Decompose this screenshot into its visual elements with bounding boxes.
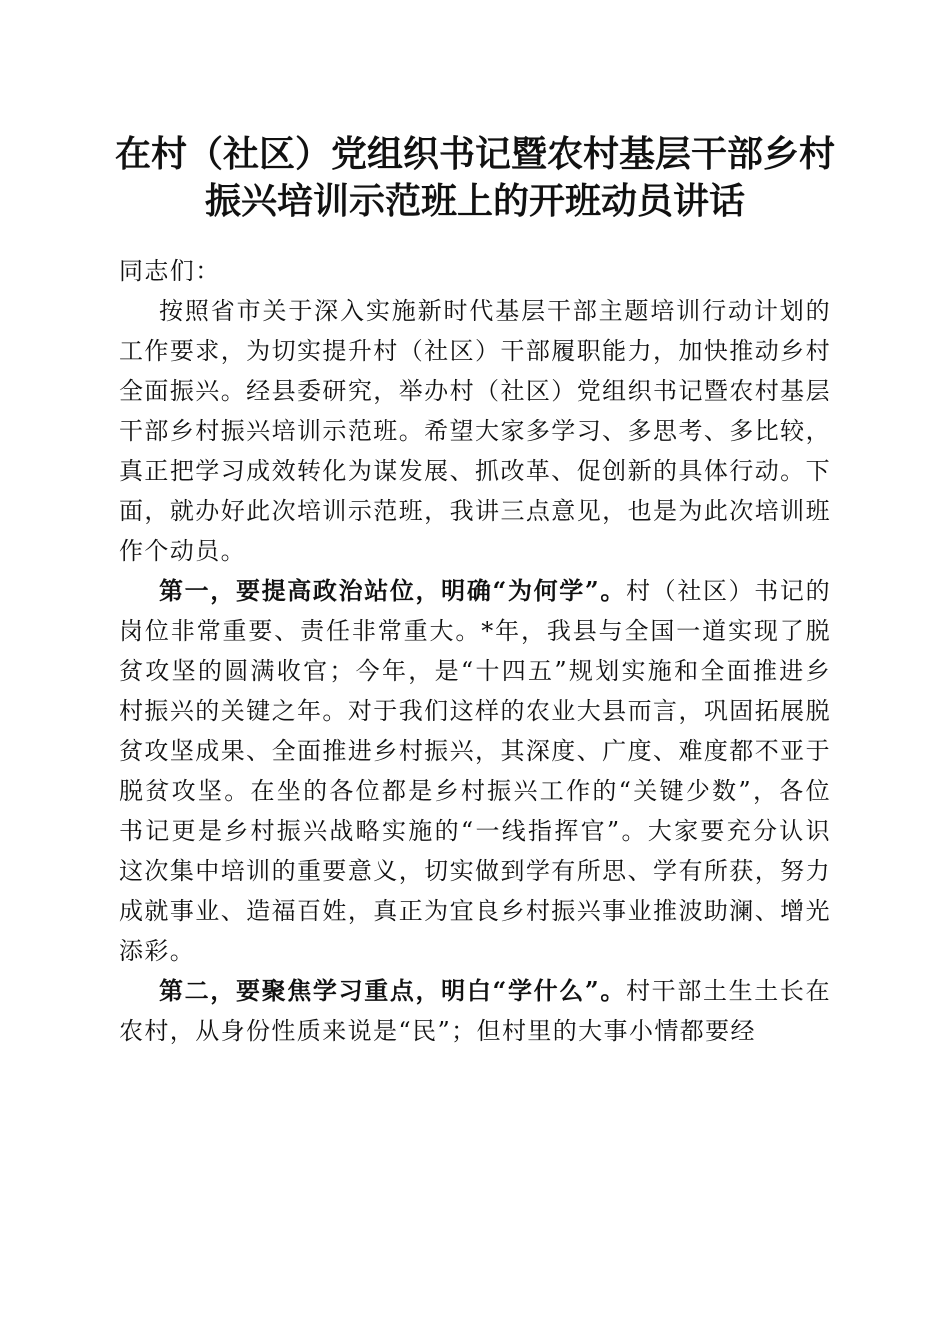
paragraph-point-one [119,571,831,971]
point-two-heading: 第二，要聚焦学习重点，明白“学什么”。 [159,976,627,1005]
paragraph-intro-text: 按照省市关于深入实施新时代基层干部主题培训行动计划的工作要求，为切实提升村（社区）干部履职能力，加快推动乡村全面振兴。经县委研究，举办村（社区）党组织书记暨农村基层干部乡村振兴培训示范班。希望大家多学习、多思考、多比较，真正把学习成效转化为谋发展、抓改革、促创新的具体行动。下面，就办好此次培训示范班，我讲三点意见，也是为此次培训班作个动员。 [119,297,831,565]
paragraph-intro [119,291,831,571]
point-two-text: 村干部土生土长在农村，从身份性质来说是“民”；但村里的大事小情都要经 [119,977,831,1045]
greeting: 同志们： [119,257,221,285]
document-body [119,251,831,1051]
paragraph-point-two [119,971,831,1051]
title-line-2: 振兴培训示范班上的开班动员讲话 [204,181,745,222]
point-one-heading: 第一，要提高政治站位，明确“为何学”。 [159,576,627,605]
document-title [100,131,850,225]
point-one-text: 村（社区）书记的岗位非常重要、责任非常重大。*年，我县与全国一道实现了脱贫攻坚的圆满收官；今年，是“十四五”规划实施和全面推进乡村振兴的关键之年。对于我们这样的农业大县而言，巩固拓展脱贫攻坚成果、全面推进乡村振兴，其深度、广度、难度都不亚于脱贫攻坚。在坐的各位都是乡村振兴工作的“关键少数”，各位书记更是乡村振兴战略实施的“一线指挥官”。大家要充分认识这次集中培训的重要意义，切实做到学有所思、学有所获，努力成就事业、造福百姓，真正为宜良乡村振兴事业推波助澜、增光添彩。 [119,577,831,965]
title-line-1: 在村（社区）党组织书记暨农村基层干部乡村 [114,134,835,175]
